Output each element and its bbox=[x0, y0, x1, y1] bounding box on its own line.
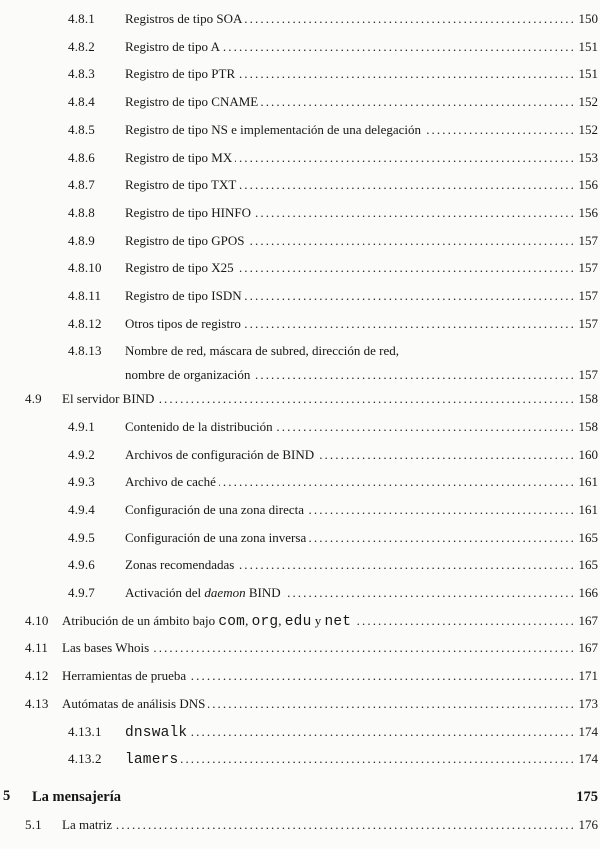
title-segment: daemon bbox=[204, 585, 246, 601]
title-segment: Zonas recomendadas bbox=[125, 557, 235, 573]
entry-page-number: 157 bbox=[578, 288, 598, 304]
title-segment: y bbox=[311, 612, 325, 628]
entry-line bbox=[125, 254, 598, 282]
entry-body bbox=[62, 690, 598, 718]
title-segment: Registro de tipo HINFO bbox=[125, 204, 252, 220]
entry-body bbox=[125, 199, 598, 227]
title-segment: Otros tipos de registro bbox=[125, 315, 241, 331]
dot-leader bbox=[152, 634, 576, 662]
entry-title bbox=[62, 607, 351, 637]
entry-page-number: 165 bbox=[578, 529, 598, 545]
entry-title bbox=[125, 254, 234, 282]
entry-title bbox=[62, 385, 154, 413]
dot-leader bbox=[261, 88, 576, 116]
entry-number: 4.8.9 bbox=[68, 232, 95, 248]
entry-number: 4.8.1 bbox=[68, 11, 95, 26]
toc-entry bbox=[68, 551, 598, 579]
entry-body bbox=[62, 607, 598, 635]
entry-line bbox=[125, 5, 598, 33]
entry-line bbox=[125, 718, 598, 746]
entry-number: 4.11 bbox=[25, 640, 49, 656]
title-segment: , bbox=[278, 612, 285, 628]
title-segment: Registro de tipo NS e implementación de una delegación bbox=[125, 121, 422, 137]
entry-title bbox=[125, 524, 306, 552]
entry-body bbox=[62, 811, 598, 839]
entry-title bbox=[62, 811, 112, 839]
entry-line bbox=[125, 413, 598, 441]
title-segment: Las bases Whois bbox=[62, 640, 150, 656]
entry-page-number: 157 bbox=[578, 232, 598, 248]
entry-body bbox=[125, 227, 598, 255]
entry-line bbox=[62, 690, 598, 718]
entry-title bbox=[125, 227, 245, 255]
entry-number: 4.9 bbox=[25, 391, 42, 407]
entry-page-number: 152 bbox=[578, 94, 598, 110]
dot-leader bbox=[354, 607, 576, 635]
entry-body bbox=[125, 171, 598, 199]
entry-body bbox=[125, 745, 598, 773]
title-segment: Registro de tipo CNAME bbox=[125, 94, 259, 110]
entry-page-number: 157 bbox=[578, 367, 598, 383]
title-segment: Configuración de una zona inversa bbox=[125, 529, 307, 545]
entry-body bbox=[125, 282, 598, 310]
entry-number: 4.9.1 bbox=[68, 418, 95, 434]
entry-page-number: 171 bbox=[578, 668, 598, 684]
dot-leader bbox=[244, 310, 576, 338]
dot-leader bbox=[317, 441, 576, 469]
dot-leader bbox=[189, 662, 576, 690]
toc-entry bbox=[68, 282, 598, 310]
title-segment: dnswalk bbox=[125, 724, 188, 741]
entry-body bbox=[62, 634, 598, 662]
entry-number: 4.8.10 bbox=[68, 260, 102, 276]
dot-leader bbox=[248, 227, 576, 255]
entry-line bbox=[125, 60, 598, 88]
entry-body bbox=[32, 783, 598, 811]
toc-entry bbox=[25, 690, 598, 718]
entry-line bbox=[125, 468, 598, 496]
entry-body bbox=[125, 60, 598, 88]
entry-number: 4.9.4 bbox=[68, 501, 95, 517]
title-segment: La mensajería bbox=[32, 788, 121, 805]
toc-entry bbox=[68, 413, 598, 441]
toc-entry bbox=[68, 33, 598, 61]
title-segment: nombre de organización bbox=[125, 367, 251, 383]
toc-entry bbox=[68, 337, 598, 385]
entry-body bbox=[125, 524, 598, 552]
entry-page-number: 157 bbox=[578, 315, 598, 331]
entry-title bbox=[125, 199, 251, 227]
dot-leader bbox=[190, 718, 576, 746]
entry-line bbox=[62, 662, 598, 690]
entry-line bbox=[125, 144, 598, 172]
entry-number: 4.9.2 bbox=[68, 446, 95, 462]
title-segment: Registro de tipo A bbox=[125, 38, 220, 54]
title-segment: net bbox=[324, 613, 352, 630]
title-segment: Contenido de la distribución bbox=[125, 418, 273, 434]
entry-number: 4.13 bbox=[25, 695, 49, 711]
entry-title bbox=[125, 337, 399, 365]
dot-leader bbox=[219, 468, 576, 496]
entry-body bbox=[125, 441, 598, 469]
entry-line bbox=[125, 337, 598, 365]
dot-leader bbox=[157, 385, 576, 413]
title-segment: Archivo de caché bbox=[125, 474, 216, 490]
toc-entry bbox=[68, 227, 598, 255]
dot-leader bbox=[115, 811, 576, 839]
dot-leader bbox=[223, 33, 576, 61]
entry-page-number: 160 bbox=[578, 446, 598, 462]
entry-title bbox=[125, 745, 178, 775]
entry-line bbox=[125, 88, 598, 116]
entry-number: 4.13.1 bbox=[68, 723, 102, 739]
title-segment: , bbox=[245, 612, 252, 628]
entry-title bbox=[62, 690, 205, 718]
entry-number: 4.12 bbox=[25, 668, 49, 684]
dot-leader bbox=[245, 282, 576, 310]
dot-leader bbox=[237, 254, 576, 282]
dot-leader bbox=[307, 496, 576, 524]
dot-leader bbox=[181, 745, 576, 773]
toc-entry bbox=[25, 811, 598, 839]
title-segment: Herramientas de prueba bbox=[62, 668, 187, 684]
toc-entry bbox=[68, 254, 598, 282]
dot-leader bbox=[284, 579, 576, 607]
entry-title-continuation bbox=[125, 365, 250, 385]
title-segment: Atribución de un ámbito bajo bbox=[62, 612, 219, 628]
entry-page-number: 153 bbox=[578, 149, 598, 165]
dot-leader bbox=[235, 144, 576, 172]
entry-page-number: 174 bbox=[578, 751, 598, 767]
entry-title bbox=[125, 310, 241, 338]
entry-page-number: 167 bbox=[578, 612, 598, 628]
entry-line bbox=[125, 496, 598, 524]
entry-title bbox=[62, 662, 186, 690]
toc-entry bbox=[25, 385, 598, 413]
entry-body bbox=[125, 579, 598, 607]
toc-entry bbox=[68, 199, 598, 227]
toc-entry bbox=[68, 116, 598, 144]
dot-leader bbox=[424, 116, 576, 144]
dot-leader bbox=[245, 5, 576, 33]
entry-body bbox=[125, 116, 598, 144]
entry-page-number: 151 bbox=[578, 38, 598, 54]
title-segment: Archivos de configuración de BIND bbox=[125, 446, 315, 462]
entry-line bbox=[62, 385, 598, 413]
entry-body bbox=[125, 88, 598, 116]
toc-entry bbox=[68, 310, 598, 338]
title-segment: Registros de tipo SOA bbox=[125, 11, 243, 26]
entry-title bbox=[125, 171, 236, 199]
entry-line bbox=[125, 199, 598, 227]
entry-page-number: 173 bbox=[578, 695, 598, 711]
entry-line bbox=[125, 282, 598, 310]
title-segment: Configuración de una zona directa bbox=[125, 501, 305, 517]
entry-number: 4.8.13 bbox=[68, 343, 102, 359]
entry-body bbox=[125, 718, 598, 746]
title-segment: Registro de tipo GPOS bbox=[125, 232, 245, 248]
title-segment: Nombre de red, máscara de subred, dirección de red, bbox=[125, 343, 399, 359]
entry-title bbox=[125, 718, 187, 748]
entry-title bbox=[125, 33, 220, 61]
title-segment: edu bbox=[284, 613, 312, 630]
entry-title bbox=[125, 282, 242, 310]
entry-page-number: 157 bbox=[578, 260, 598, 276]
entry-line bbox=[62, 811, 598, 839]
entry-number: 4.13.2 bbox=[68, 751, 102, 767]
entry-page-number: 166 bbox=[578, 585, 598, 601]
entry-page-number: 158 bbox=[578, 391, 598, 407]
dot-leader bbox=[276, 413, 576, 441]
entry-line bbox=[125, 551, 598, 579]
title-segment: Registro de tipo X25 bbox=[125, 260, 234, 276]
title-segment: Activación del bbox=[125, 585, 205, 601]
entry-body bbox=[125, 310, 598, 338]
entry-line bbox=[62, 634, 598, 662]
entry-number: 4.8.3 bbox=[68, 66, 95, 82]
entry-continuation-line bbox=[125, 365, 598, 385]
entry-body bbox=[125, 413, 598, 441]
entry-number: 4.9.5 bbox=[68, 529, 95, 545]
entry-line bbox=[62, 607, 598, 635]
entry-line bbox=[125, 227, 598, 255]
entry-page-number: 165 bbox=[578, 557, 598, 573]
toc-entry bbox=[68, 60, 598, 88]
toc-entry bbox=[25, 662, 598, 690]
title-segment: El servidor BIND bbox=[62, 391, 155, 407]
entry-body bbox=[62, 385, 598, 413]
entry-number: 4.9.6 bbox=[68, 557, 95, 573]
entry-title bbox=[125, 60, 235, 88]
entry-number: 4.9.3 bbox=[68, 474, 95, 490]
entry-body bbox=[125, 468, 598, 496]
toc-entry bbox=[3, 783, 598, 811]
toc-entry bbox=[68, 441, 598, 469]
entry-number: 4.8.8 bbox=[68, 204, 95, 220]
title-segment: Registro de tipo MX bbox=[125, 149, 233, 165]
entry-page-number: 167 bbox=[578, 640, 598, 656]
entry-page-number: 156 bbox=[578, 204, 598, 220]
entry-line bbox=[125, 441, 598, 469]
toc-entry bbox=[68, 496, 598, 524]
entry-page-number: 174 bbox=[578, 723, 598, 739]
toc-entry bbox=[68, 718, 598, 746]
title-segment: Autómatas de análisis DNS bbox=[62, 695, 206, 711]
entry-page-number: 161 bbox=[578, 474, 598, 490]
entry-number: 4.8.12 bbox=[68, 315, 102, 331]
toc-entry bbox=[68, 524, 598, 552]
title-segment: La matriz bbox=[62, 816, 113, 832]
entry-title bbox=[125, 551, 234, 579]
entry-title bbox=[125, 116, 421, 144]
entry-line bbox=[125, 33, 598, 61]
toc-entry bbox=[68, 5, 598, 33]
entry-body bbox=[125, 33, 598, 61]
dot-leader bbox=[237, 551, 576, 579]
entry-page-number: 152 bbox=[578, 121, 598, 137]
entry-body bbox=[125, 144, 598, 172]
entry-line bbox=[125, 745, 598, 773]
entry-title bbox=[125, 579, 281, 607]
entry-number: 4.8.7 bbox=[68, 177, 95, 193]
entry-title bbox=[125, 441, 314, 469]
toc-list bbox=[3, 5, 598, 838]
entry-page-number: 150 bbox=[578, 11, 598, 26]
title-segment: Registro de tipo TXT bbox=[125, 177, 237, 193]
entry-title bbox=[125, 88, 258, 116]
entry-line bbox=[125, 171, 598, 199]
toc-entry bbox=[68, 144, 598, 172]
entry-number: 4.8.5 bbox=[68, 121, 95, 137]
entry-line bbox=[125, 524, 598, 552]
title-segment: Registro de tipo PTR bbox=[125, 66, 236, 82]
entry-body bbox=[125, 337, 598, 385]
dot-leader bbox=[238, 60, 576, 88]
entry-page-number: 161 bbox=[578, 501, 598, 517]
entry-title bbox=[32, 784, 121, 812]
entry-title bbox=[125, 144, 232, 172]
toc-entry bbox=[25, 607, 598, 635]
entry-number: 4.8.11 bbox=[68, 288, 102, 304]
toc-entry bbox=[68, 745, 598, 773]
entry-title bbox=[125, 496, 304, 524]
dot-leader bbox=[253, 365, 576, 385]
dot-leader bbox=[309, 524, 576, 552]
entry-title bbox=[125, 413, 273, 441]
entry-number: 4.9.7 bbox=[68, 585, 95, 601]
entry-page-number: 156 bbox=[578, 177, 598, 193]
entry-title bbox=[62, 634, 149, 662]
entry-number: 4.8.4 bbox=[68, 94, 95, 110]
entry-body bbox=[125, 5, 598, 33]
entry-number: 5.1 bbox=[25, 816, 42, 832]
toc-entry bbox=[68, 88, 598, 116]
dot-leader bbox=[208, 690, 576, 718]
entry-number: 4.8.2 bbox=[68, 38, 95, 54]
title-segment: org bbox=[251, 613, 279, 630]
title-segment: Registro de tipo ISDN bbox=[125, 288, 242, 304]
entry-body bbox=[62, 662, 598, 690]
entry-page-number: 158 bbox=[578, 418, 598, 434]
entry-line bbox=[125, 579, 598, 607]
entry-body bbox=[125, 254, 598, 282]
entry-line bbox=[125, 116, 598, 144]
entry-page-number: 151 bbox=[578, 66, 598, 82]
toc-entry bbox=[68, 468, 598, 496]
dot-leader bbox=[239, 171, 576, 199]
toc-entry bbox=[68, 579, 598, 607]
entry-page-number: 175 bbox=[576, 788, 598, 805]
title-segment: com bbox=[218, 613, 246, 630]
toc-entry bbox=[68, 171, 598, 199]
entry-body bbox=[125, 496, 598, 524]
entry-number: 4.8.6 bbox=[68, 149, 95, 165]
entry-number: 5 bbox=[3, 787, 11, 804]
title-segment: lamers bbox=[125, 752, 179, 769]
entry-line bbox=[125, 310, 598, 338]
toc-entry bbox=[25, 634, 598, 662]
entry-title bbox=[125, 5, 242, 33]
entry-title bbox=[125, 468, 216, 496]
dot-leader bbox=[254, 199, 576, 227]
entry-line bbox=[32, 783, 598, 811]
entry-page-number: 176 bbox=[578, 816, 598, 832]
entry-body bbox=[125, 551, 598, 579]
title-segment: BIND bbox=[245, 585, 281, 601]
entry-number: 4.10 bbox=[25, 612, 49, 628]
